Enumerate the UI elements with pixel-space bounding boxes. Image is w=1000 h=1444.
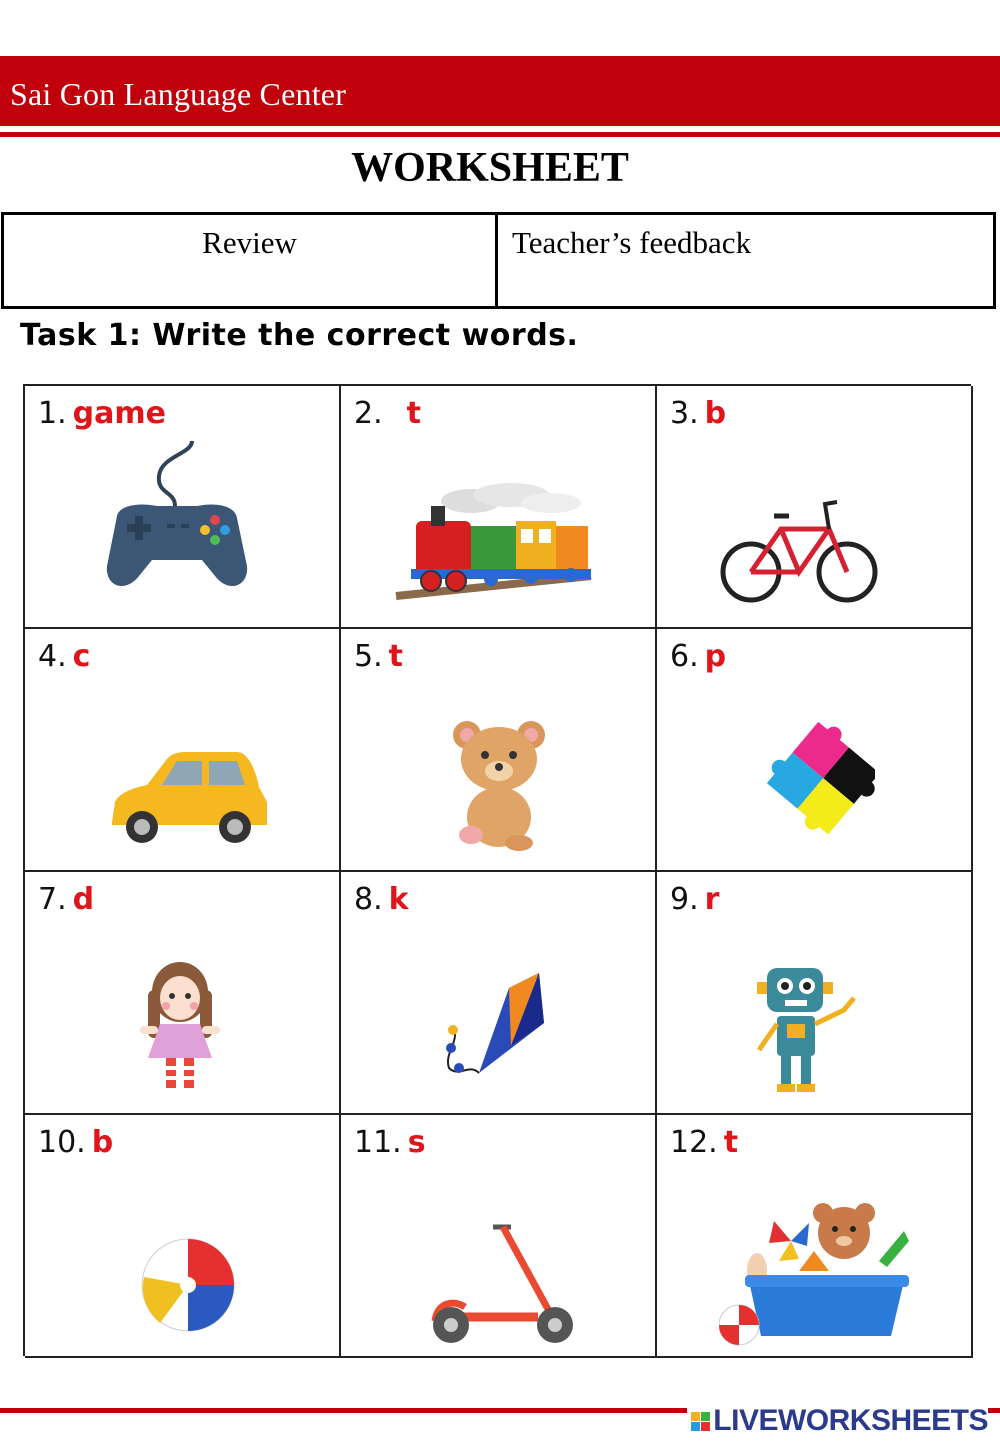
vocab-cell: [341, 1115, 657, 1358]
scooter-icon: [423, 1217, 583, 1347]
item-number: 10.: [38, 1125, 86, 1160]
answer-input[interactable]: t: [388, 639, 403, 674]
teddy-bear-icon: [449, 717, 549, 857]
bicycle-icon: [719, 494, 879, 609]
car-icon: [107, 747, 272, 847]
vocab-cell: [341, 386, 657, 629]
answer-input[interactable]: p: [704, 639, 727, 674]
answer-input[interactable]: t: [406, 396, 421, 431]
vocab-cell: [657, 872, 973, 1115]
vocab-cell: [341, 629, 657, 872]
item-number: 8.: [354, 882, 383, 917]
item-number: 1.: [38, 396, 67, 431]
answer-input[interactable]: s: [407, 1125, 426, 1160]
task-instruction: Task 1: Write the correct words.: [20, 318, 579, 353]
header-divider: [0, 132, 1000, 137]
robot-icon: [749, 960, 869, 1095]
teacher-feedback-cell: Teacher’s feedback: [512, 225, 752, 260]
answer-input[interactable]: d: [72, 882, 95, 917]
review-table: [1, 212, 996, 309]
logo-mark-icon: [691, 1412, 710, 1431]
item-number: 6.: [670, 639, 699, 674]
answer-input[interactable]: b: [91, 1125, 114, 1160]
item-number: 12.: [670, 1125, 718, 1160]
vocab-cell: [25, 872, 341, 1115]
item-number: 11.: [354, 1125, 402, 1160]
item-number: 3.: [670, 396, 699, 431]
vocab-cell: [25, 386, 341, 629]
answer-input[interactable]: t: [723, 1125, 739, 1160]
worksheet-title: WORKSHEET: [351, 145, 629, 191]
vocab-cell: [341, 872, 657, 1115]
center-name: Sai Gon Language Center: [10, 76, 347, 112]
answer-input[interactable]: k: [388, 882, 409, 917]
vocab-cell: [657, 629, 973, 872]
item-number: 9.: [670, 882, 699, 917]
toys-box-icon: [719, 1201, 919, 1346]
train-icon: [391, 481, 601, 611]
item-number: 7.: [38, 882, 67, 917]
logo-text: LIVEWORKSHEETS: [713, 1404, 988, 1437]
item-number: 4.: [38, 639, 67, 674]
review-cell: Review: [4, 215, 498, 306]
vocab-cell: [657, 386, 973, 629]
puzzle-icon: [765, 717, 875, 847]
vocab-grid: [23, 384, 971, 1356]
answer-input[interactable]: c: [72, 639, 91, 674]
vocab-cell: [25, 1115, 341, 1358]
kite-icon: [439, 968, 549, 1098]
answer-input[interactable]: r: [704, 882, 720, 917]
vocab-cell: [657, 1115, 973, 1358]
ball-icon: [140, 1237, 236, 1333]
item-number: 5.: [354, 639, 383, 674]
vocab-cell: [25, 629, 341, 872]
liveworksheets-logo[interactable]: [687, 1404, 988, 1438]
answer-input[interactable]: b: [704, 396, 727, 431]
game-controller-icon: [97, 436, 257, 596]
answer-input[interactable]: game: [72, 396, 166, 431]
doll-icon: [130, 960, 230, 1098]
item-number: 2.: [354, 396, 383, 431]
